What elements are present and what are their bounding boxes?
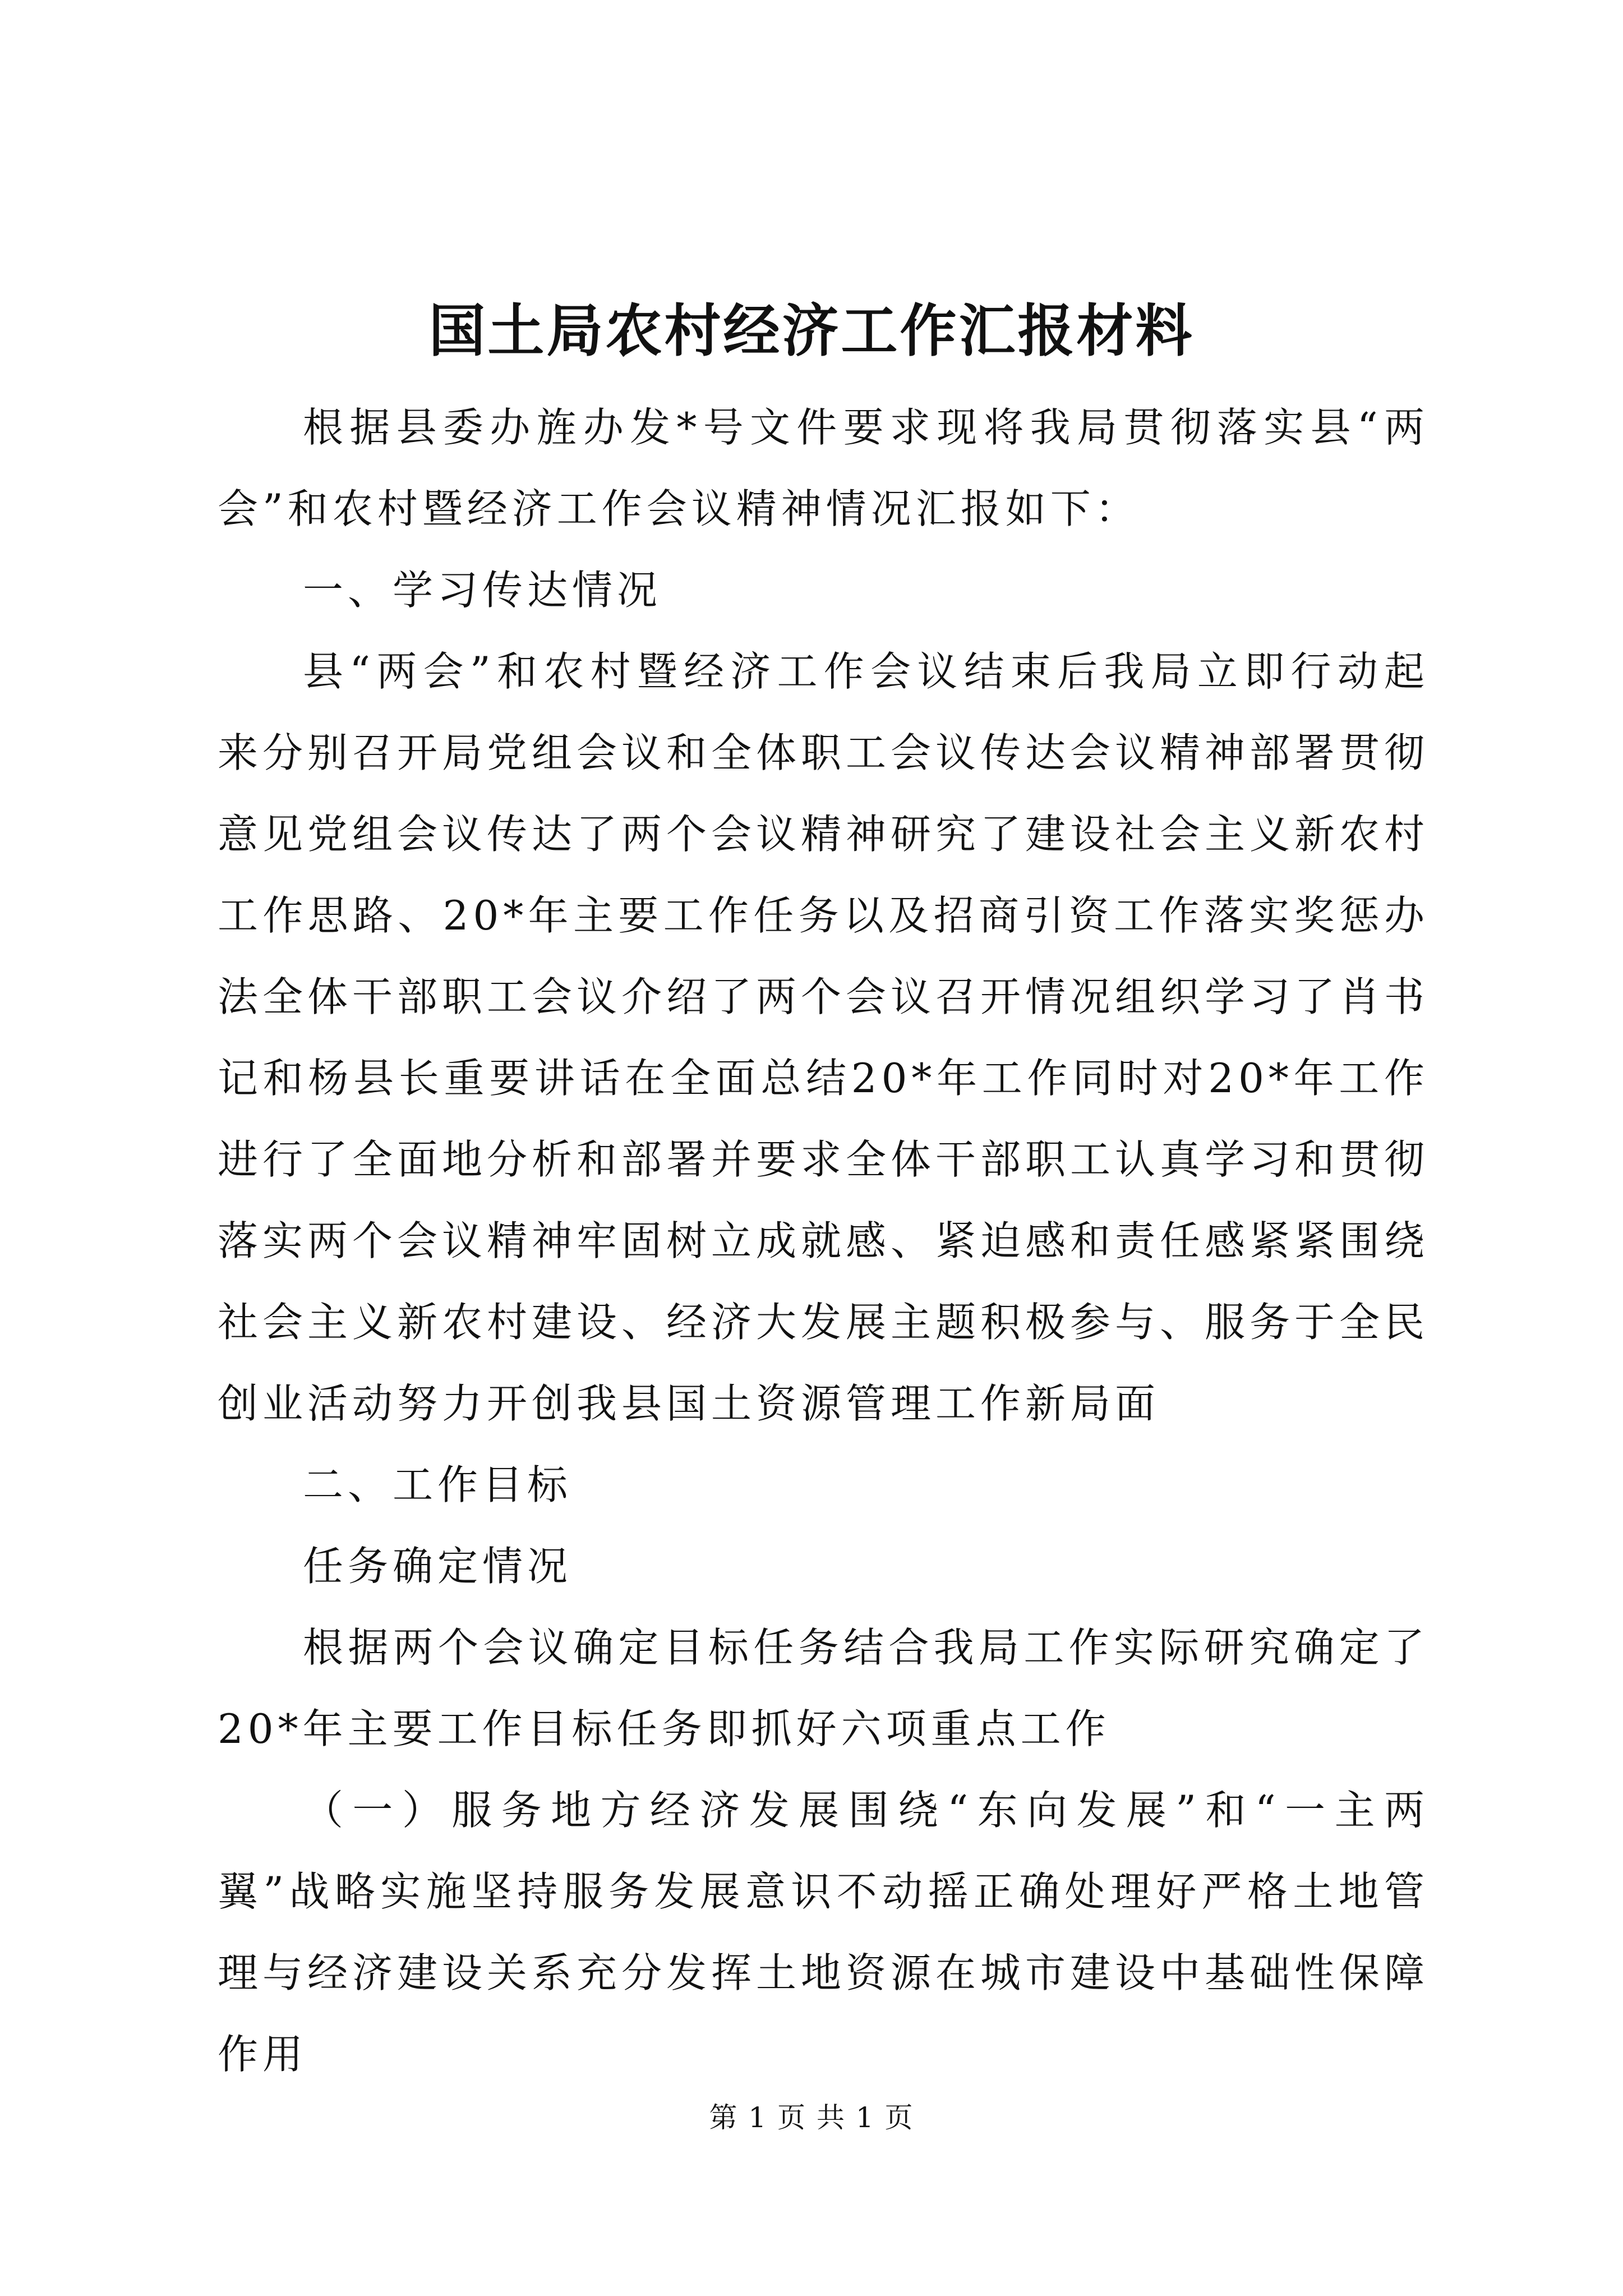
section-heading-1: 一、学习传达情况 [303, 567, 662, 614]
paragraph-study: 县“两会”和农村暨经济工作会议结束后我局立即行动起来分别召开局党组会议和全体职工会议传达会议精神部署贯彻意见党组会议传达了两个会议精神研究了建设社会主义新农村工作思路、20*年主要工作任务以及招商引资工作落实奖惩办法全体干部职工会议介绍了两个会议召开情况组织学习了肖书记和杨县长重要讲话在全面总结20*年工作同时对20*年工作进行了全面地分析和部署并要求全体干部职工认真学习和贯彻落实两个会议精神牢固树立成就感、紧迫感和责任感紧紧围绕社会主义新农村建设、经济大发展主题积极参与、服务于全民创业活动努力开创我县国土资源管理工作新局面 [218, 648, 1430, 1427]
section-heading-2: 二、工作目标 [303, 1461, 573, 1508]
subheading-task: 任务确定情况 [303, 1543, 573, 1590]
document-body [218, 387, 1429, 2095]
paragraph-item-1: （一）服务地方经济发展围绕“东向发展”和“一主两翼”战略实施坚持服务发展意识不动摇正确处理好严格土地管理与经济建设关系充分发挥土地资源在城市建设中基础性保障作用 [218, 1787, 1430, 2078]
paragraph-targets: 根据两个会议确定目标任务结合我局工作实际研究确定了20*年主要工作目标任务即抓好六项重点工作 [218, 1624, 1429, 1752]
document-title: 国土局农村经济工作汇报材料 [428, 297, 1195, 364]
paragraph-intro: 根据县委办旌办发*号文件要求现将我局贯彻落实县“两会”和农村暨经济工作会议精神情况汇报如下： [218, 404, 1429, 532]
page-footer: 第 1 页 共 1 页 [709, 2101, 914, 2134]
